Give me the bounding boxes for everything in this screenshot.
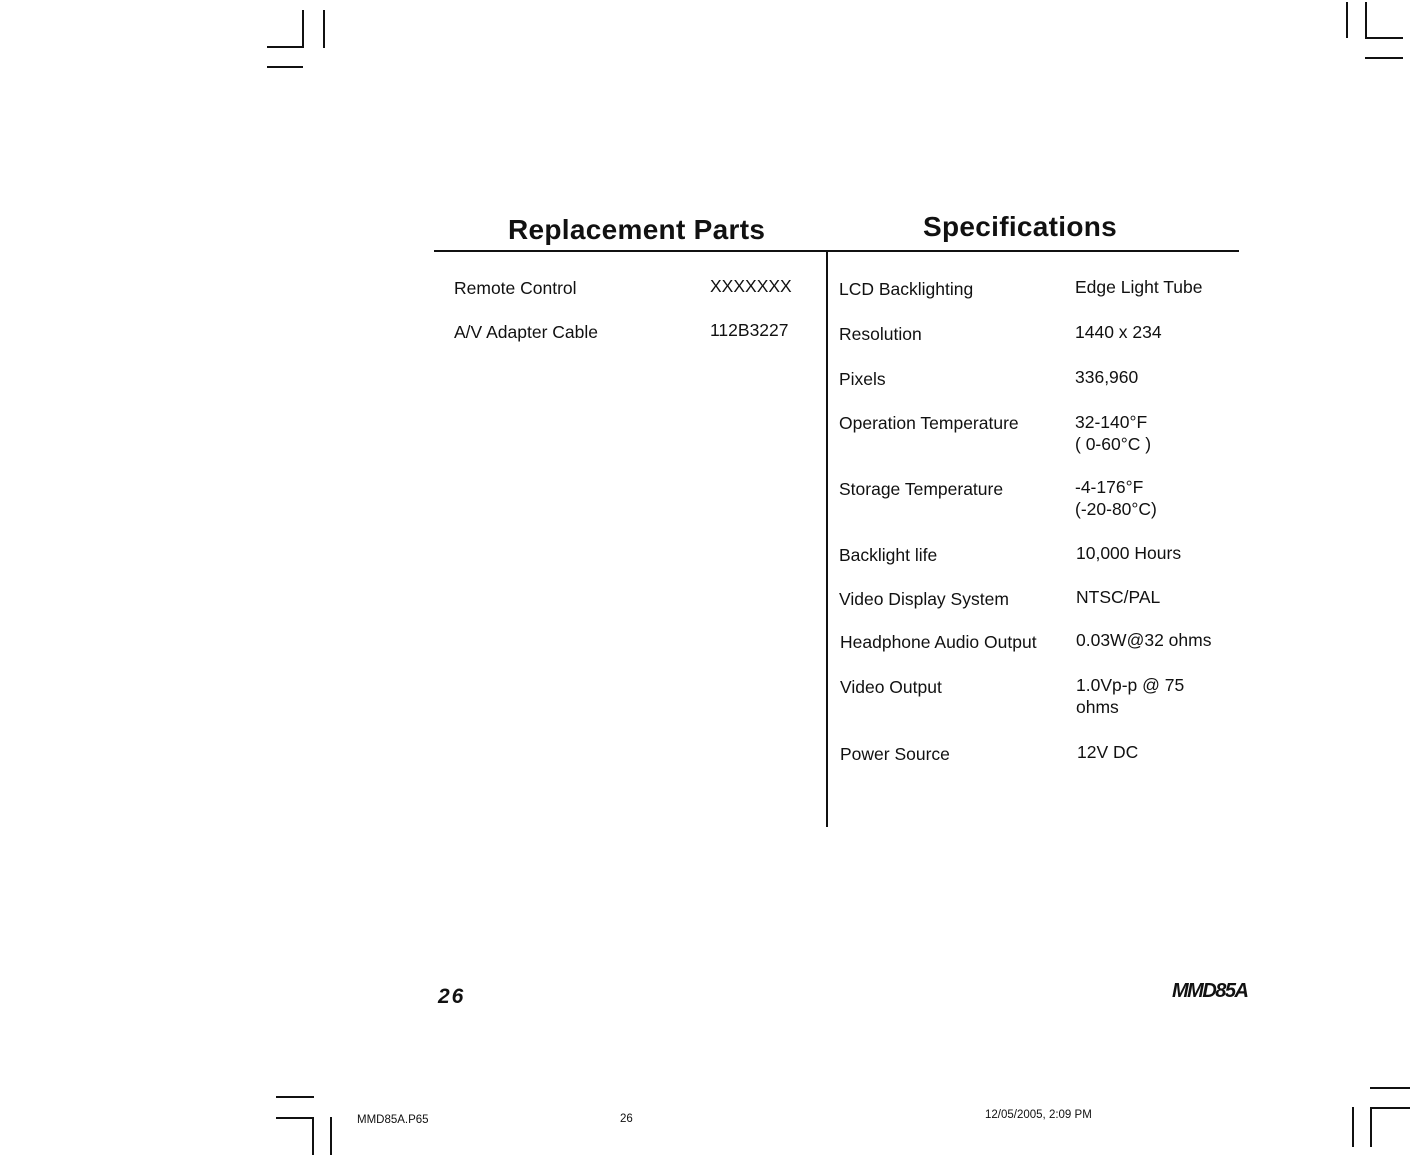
- crop-mark: [312, 1117, 314, 1155]
- crop-mark: [323, 10, 325, 48]
- part-name: A/V Adapter Cable: [454, 322, 598, 342]
- replacement-parts-heading: Replacement Parts: [508, 214, 766, 245]
- spec-label: Video Output: [840, 677, 942, 697]
- slug-filename: MMD85A.P65: [357, 1114, 429, 1126]
- spec-value: 1440 x 234: [1075, 322, 1162, 342]
- spec-value: 336,960: [1075, 367, 1139, 387]
- crop-mark: [330, 1117, 332, 1155]
- spec-value: NTSC/PAL: [1076, 587, 1161, 607]
- spec-label: Resolution: [839, 324, 922, 344]
- column-divider: [826, 252, 828, 827]
- slug-page: 26: [620, 1113, 633, 1125]
- spec-value-line2: ( 0-60°C ): [1075, 434, 1152, 454]
- crop-mark: [276, 1096, 314, 1098]
- crop-mark: [267, 46, 303, 48]
- crop-mark: [302, 10, 304, 48]
- part-number: XXXXXXX: [710, 276, 792, 296]
- crop-mark: [1370, 1107, 1372, 1147]
- part-number: 112B3227: [710, 320, 789, 340]
- part-name: Remote Control: [454, 278, 577, 298]
- crop-mark: [1370, 1107, 1410, 1109]
- spec-label: Headphone Audio Output: [840, 632, 1037, 652]
- spec-value: 10,000 Hours: [1076, 543, 1182, 563]
- spec-value: Edge Light Tube: [1075, 277, 1203, 297]
- crop-mark: [276, 1117, 314, 1119]
- specifications-heading: Specifications: [923, 211, 1118, 242]
- spec-value: 1.0Vp-p @ 75: [1076, 675, 1185, 695]
- spec-label: LCD Backlighting: [839, 279, 974, 299]
- spec-value: 12V DC: [1077, 742, 1139, 762]
- model-number: MMD85A: [1172, 980, 1248, 1002]
- crop-mark: [1370, 1087, 1410, 1089]
- spec-value: 0.03W@32 ohms: [1076, 630, 1212, 650]
- crop-mark: [1352, 1107, 1354, 1147]
- crop-mark: [267, 66, 303, 68]
- spec-value: 32-140°F: [1075, 412, 1148, 432]
- crop-mark: [1365, 57, 1403, 59]
- crop-mark: [1365, 2, 1367, 38]
- spec-label: Backlight life: [839, 545, 938, 565]
- crop-mark: [1346, 2, 1348, 38]
- heading-rule: [434, 250, 1239, 252]
- spec-label: Operation Temperature: [839, 413, 1019, 433]
- page-number: 26: [438, 985, 466, 1008]
- spec-label: Power Source: [840, 744, 950, 764]
- spec-label: Video Display System: [839, 589, 1009, 609]
- spec-value-line2: ohms: [1076, 697, 1119, 717]
- spec-value: -4-176°F: [1075, 477, 1144, 497]
- spec-label: Pixels: [839, 369, 886, 389]
- crop-mark: [1365, 37, 1403, 39]
- spec-label: Storage Temperature: [839, 479, 1004, 499]
- spec-value-line2: (-20-80°C): [1075, 499, 1157, 519]
- slug-timestamp: 12/05/2005, 2:09 PM: [985, 1109, 1092, 1121]
